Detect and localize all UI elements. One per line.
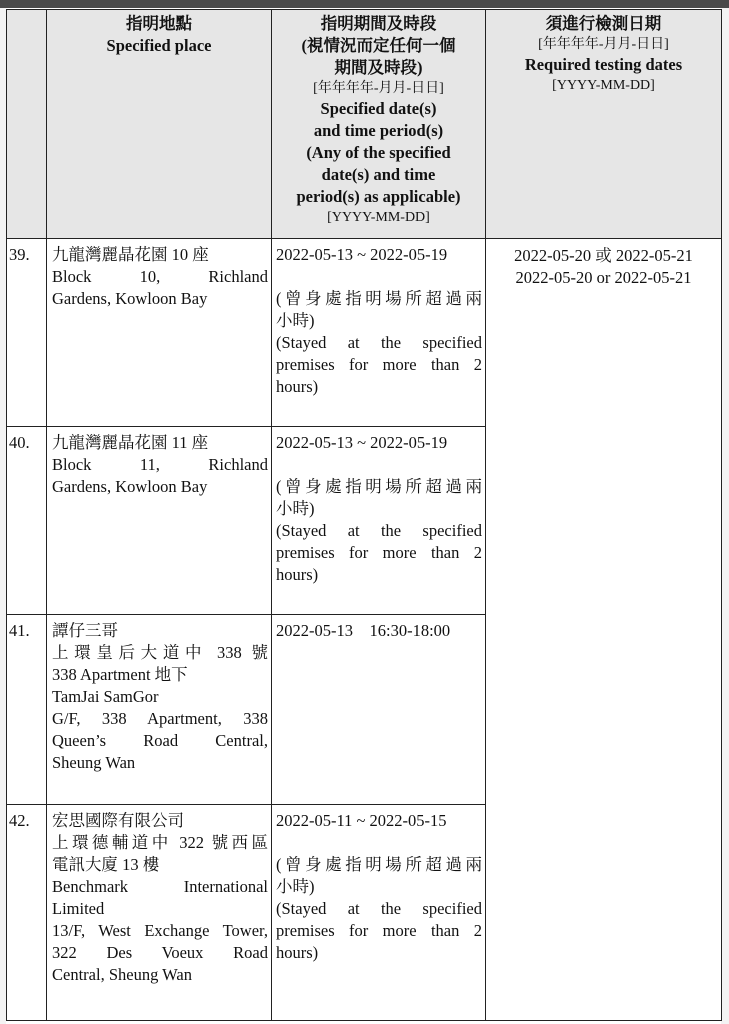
right-margin [721,8,729,1024]
place-line: 電訊大廈 13 樓 [52,855,160,874]
note-zh: (曾身處指明場所超過兩 [276,855,482,874]
place-line: Central, Sheung Wan [52,965,192,984]
header-period-zh-2: (視情況而定任何一個 [301,36,456,55]
row-number: 40. [7,427,47,615]
place-zh: 九龍灣麗晶花園 11 座 [52,433,209,452]
note-zh: (曾身處指明場所超過兩 [276,477,482,496]
note-zh: (曾身處指明場所超過兩 [276,289,482,308]
place-line: 上環德輔道中 322 號西區 [52,833,268,852]
note-en: premises for more than 2 [276,355,482,374]
viewer-top-bar [0,0,729,8]
place-line: 322 Des Voeux Road [52,943,268,962]
table-header-row [7,10,722,239]
place-zh: 九龍灣麗晶花園 10 座 [52,245,209,264]
note-en: (Stayed at the specified [276,899,482,918]
header-period-en-2: and time period(s) [313,121,444,140]
place-line: Queen’s Road Central, [52,731,268,750]
place-line: G/F, 338 Apartment, 338 [52,709,268,728]
header-place-en: Specified place [106,36,212,55]
header-dates-en-format: [YYYY-MM-DD] [552,78,655,93]
note-en: premises for more than 2 [276,921,482,940]
testing-dates-cell [486,239,722,1021]
header-period-en-3: (Any of the specified [306,143,451,162]
period-dates: 2022-05-11 ~ 2022-05-15 [276,811,447,830]
note-en: (Stayed at the specified [276,521,482,540]
header-period-cell [272,10,486,239]
place-line: 338 Apartment 地下 [52,665,188,684]
place-line: TamJai SamGor [52,687,159,706]
header-period-zh-3: 期間及時段) [334,58,423,77]
place-en-line: Block 11, Richland [52,455,268,474]
testing-dates-en: 2022-05-20 or 2022-05-21 [515,268,692,287]
header-period-zh-1: 指明期間及時段 [320,14,437,33]
place-line: 上環皇后大道中 338 號 [52,643,268,662]
header-dates-zh: 須進行檢測日期 [545,14,662,33]
note-en: (Stayed at the specified [276,333,482,352]
place-cell [47,805,272,1021]
header-dates-zh-format: [年年年年-月月-日日] [538,37,669,52]
place-cell [47,239,272,427]
place-line: Benchmark International [52,877,268,896]
note-zh: 小時) [276,311,315,330]
note-zh: 小時) [276,499,315,518]
row-number: 39. [7,239,47,427]
period-dates: 2022-05-13 ~ 2022-05-19 [276,433,448,452]
place-line: 譚仔三哥 [52,621,118,640]
place-line: 13/F, West Exchange Tower, [52,921,268,940]
header-period-en-1: Specified date(s) [320,99,437,118]
row-number: 41. [7,615,47,805]
place-en-line: Gardens, Kowloon Bay [52,289,208,308]
header-place-cell [47,10,272,239]
note-en: hours) [276,943,319,962]
place-en-line: Gardens, Kowloon Bay [52,477,208,496]
header-period-zh-format: [年年年年-月月-日日] [313,81,444,96]
place-en-line: Block 10, Richland [52,267,268,286]
header-number-cell [7,10,47,239]
row-number: 42. [7,805,47,1021]
period-cell [272,615,486,805]
header-place-zh: 指明地點 [126,14,192,33]
period-cell [272,805,486,1021]
header-dates-en: Required testing dates [524,55,683,74]
place-line: Limited [52,899,105,918]
header-dates-cell [486,10,722,239]
place-cell [47,427,272,615]
testing-dates-zh: 2022-05-20 或 2022-05-21 [514,246,693,265]
period-cell [272,427,486,615]
period-dates: 2022-05-13 16:30-18:00 [276,621,451,640]
table-row [7,239,722,427]
note-en: premises for more than 2 [276,543,482,562]
place-line: 宏思國際有限公司 [52,811,184,830]
place-cell [47,615,272,805]
note-zh: 小時) [276,877,315,896]
place-line: Sheung Wan [52,753,136,772]
header-period-en-5: period(s) as applicable) [296,187,461,206]
specified-places-table [6,9,722,1021]
note-en: hours) [276,377,319,396]
header-period-en-format: [YYYY-MM-DD] [327,210,430,225]
period-dates: 2022-05-13 ~ 2022-05-19 [276,245,448,264]
note-en: hours) [276,565,319,584]
period-cell [272,239,486,427]
header-period-en-4: date(s) and time [321,165,436,184]
